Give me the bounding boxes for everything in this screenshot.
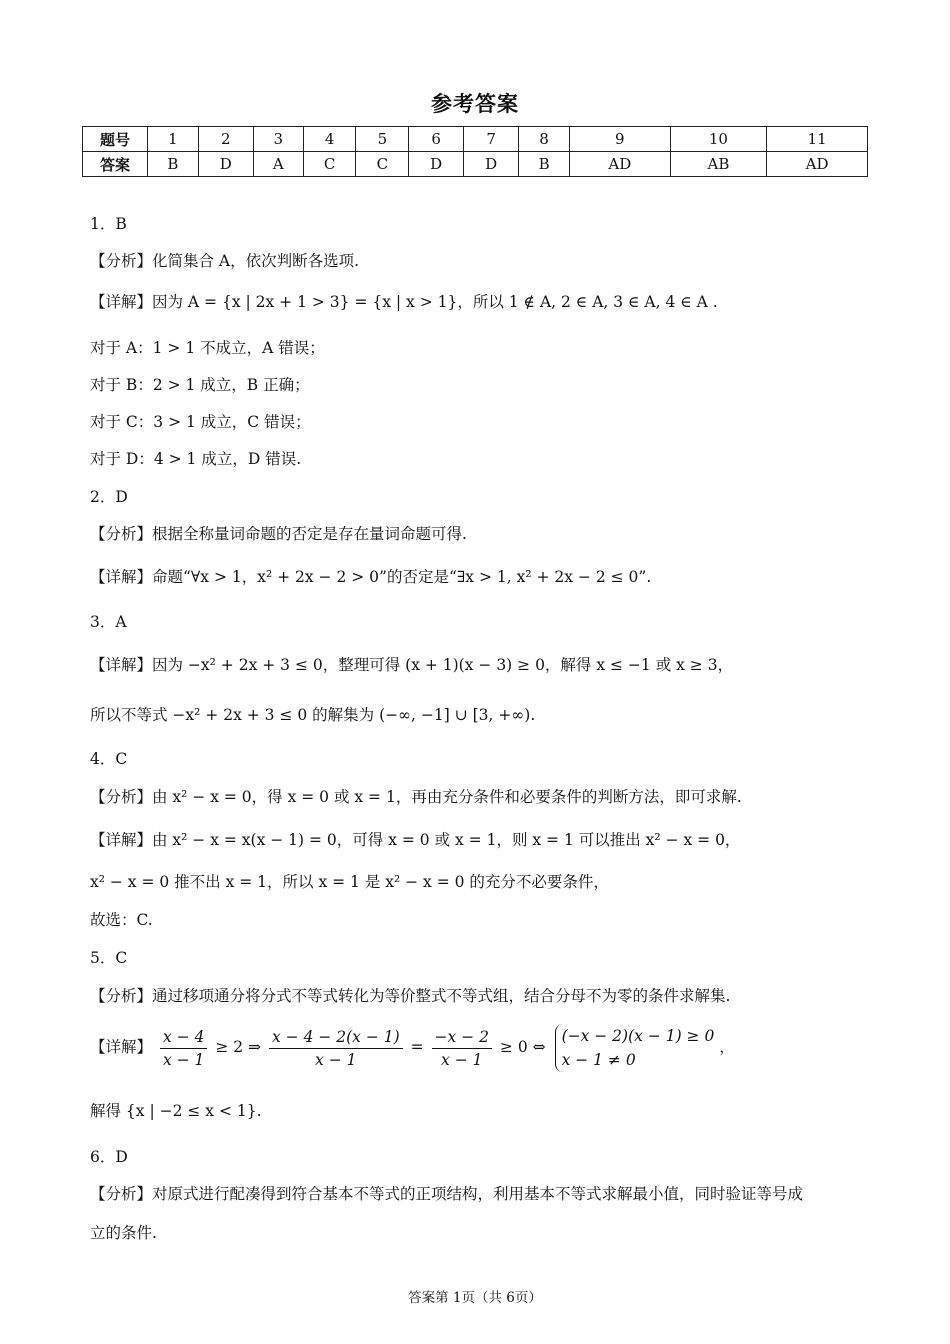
answer-cell: D xyxy=(409,152,464,177)
answer-cell: C xyxy=(303,152,356,177)
fraction-denominator: x − 1 xyxy=(441,1050,483,1069)
detail-text: 【详解】由 x² − x = x(x − 1) = 0，可得 x = 0 或 x = 1，则 x = 1 可以推出 x² − x = 0， xyxy=(90,831,741,849)
fraction-denominator: x − 1 xyxy=(315,1050,357,1069)
inequality-system xyxy=(555,1024,715,1072)
answer-cell: AB xyxy=(670,152,767,177)
answer-cell: AD xyxy=(767,152,868,177)
question-heading: 5．C xyxy=(90,949,128,967)
question-heading: 3．A xyxy=(90,613,127,631)
page-footer: 答案第 1页（共 6页） xyxy=(408,1290,542,1306)
page-title: 参考答案 xyxy=(431,92,519,116)
analysis-text: 【分析】根据全称量词命题的否定是存在量词命题可得. xyxy=(90,525,467,543)
detail-text: 解得 {x | −2 ≤ x < 1}. xyxy=(90,1102,262,1120)
detail-text: 【详解】因为 −x² + 2x + 3 ≤ 0，整理可得 (x + 1)(x − 3) ≥ 0，解得 x ≤ −1 或 x ≥ 3， xyxy=(90,656,734,674)
fraction-denominator: x − 1 xyxy=(162,1050,205,1069)
fraction-numerator: x − 4 − 2(x − 1) xyxy=(269,1028,403,1049)
fraction xyxy=(269,1028,403,1069)
question-number: 1 xyxy=(148,127,199,152)
equation-connector: = xyxy=(410,1038,424,1056)
question-number: 8 xyxy=(519,127,570,152)
answer-cell: A xyxy=(253,152,303,177)
fraction xyxy=(432,1028,492,1069)
fraction-numerator: −x − 2 xyxy=(432,1028,492,1049)
answer-table xyxy=(82,126,868,177)
row-label-answer: 答案 xyxy=(83,152,148,177)
question-number: 3 xyxy=(253,127,303,152)
detail-text: 对于 A：1 > 1 不成立，A 错误； xyxy=(90,339,325,357)
answer-cell: B xyxy=(148,152,199,177)
answer-cell: D xyxy=(464,152,519,177)
analysis-text: 【分析】由 x² − x = 0，得 x = 0 或 x = 1，再由充分条件和必要条件的判断方法，即可求解. xyxy=(90,788,742,806)
row-label-number: 题号 xyxy=(83,127,148,152)
detail-text: 所以不等式 −x² + 2x + 3 ≤ 0 的解集为 (−∞, −1] ∪ [3, +∞). xyxy=(90,706,536,724)
question-heading: 6．D xyxy=(90,1148,128,1166)
fraction-numerator: x − 4 xyxy=(160,1028,207,1049)
answer-cell: D xyxy=(198,152,253,177)
detail-text: 对于 C：3 > 1 成立，C 错误； xyxy=(90,413,311,431)
analysis-text: 【分析】对原式进行配凑得到符合基本不等式的正项结构，利用基本不等式求解最小值，同时验证等号成 xyxy=(90,1185,804,1203)
detail-label: 【详解】 xyxy=(90,1038,153,1056)
answer-cell: C xyxy=(356,152,409,177)
detail-text: 【详解】命题“∀x > 1，x² + 2x − 2 > 0”的否定是“∃x > 1, x² + 2x − 2 ≤ 0”. xyxy=(90,568,652,586)
question-number: 6 xyxy=(409,127,464,152)
question-number: 5 xyxy=(356,127,409,152)
question-heading: 1．B xyxy=(90,215,127,233)
q5-detail-equation xyxy=(90,1024,735,1072)
detail-text: 对于 B：2 > 1 成立，B 正确； xyxy=(90,376,310,394)
question-number: 9 xyxy=(569,127,670,152)
question-heading: 4．C xyxy=(90,750,128,768)
answer-cell: AD xyxy=(569,152,670,177)
question-number: 10 xyxy=(670,127,767,152)
answer-cell: B xyxy=(519,152,570,177)
analysis-text: 立的条件. xyxy=(90,1224,157,1242)
question-heading: 2．D xyxy=(90,488,128,506)
system-line: (−x − 2)(x − 1) ≥ 0 xyxy=(561,1027,715,1045)
detail-text: 对于 D：4 > 1 成立，D 错误. xyxy=(90,450,302,468)
equation-connector: ≥ 2 ⇒ xyxy=(215,1038,262,1056)
answer-table-number-row xyxy=(83,127,868,152)
question-number: 11 xyxy=(767,127,868,152)
equation-connector: ≥ 0 ⇔ xyxy=(499,1038,546,1056)
question-number: 7 xyxy=(464,127,519,152)
detail-text: 故选：C. xyxy=(90,911,153,929)
analysis-text: 【分析】化简集合 A，依次判断各选项. xyxy=(90,252,360,270)
equation-connector: ， xyxy=(719,1038,735,1056)
analysis-text: 【分析】通过移项通分将分式不等式转化为等价整式不等式组，结合分母不为零的条件求解集. xyxy=(90,987,731,1005)
question-number: 2 xyxy=(198,127,253,152)
detail-text: 【详解】因为 A = {x | 2x + 1 > 3} = {x | x > 1}，所以 1 ∉ A, 2 ∈ A, 3 ∈ A, 4 ∈ A . xyxy=(90,293,718,311)
system-line: x − 1 ≠ 0 xyxy=(561,1051,636,1069)
answer-table-answer-row xyxy=(83,152,868,177)
fraction xyxy=(160,1028,207,1069)
question-number: 4 xyxy=(303,127,356,152)
detail-text: x² − x = 0 推不出 x = 1，所以 x = 1 是 x² − x = 0 的充分不必要条件， xyxy=(90,873,609,891)
